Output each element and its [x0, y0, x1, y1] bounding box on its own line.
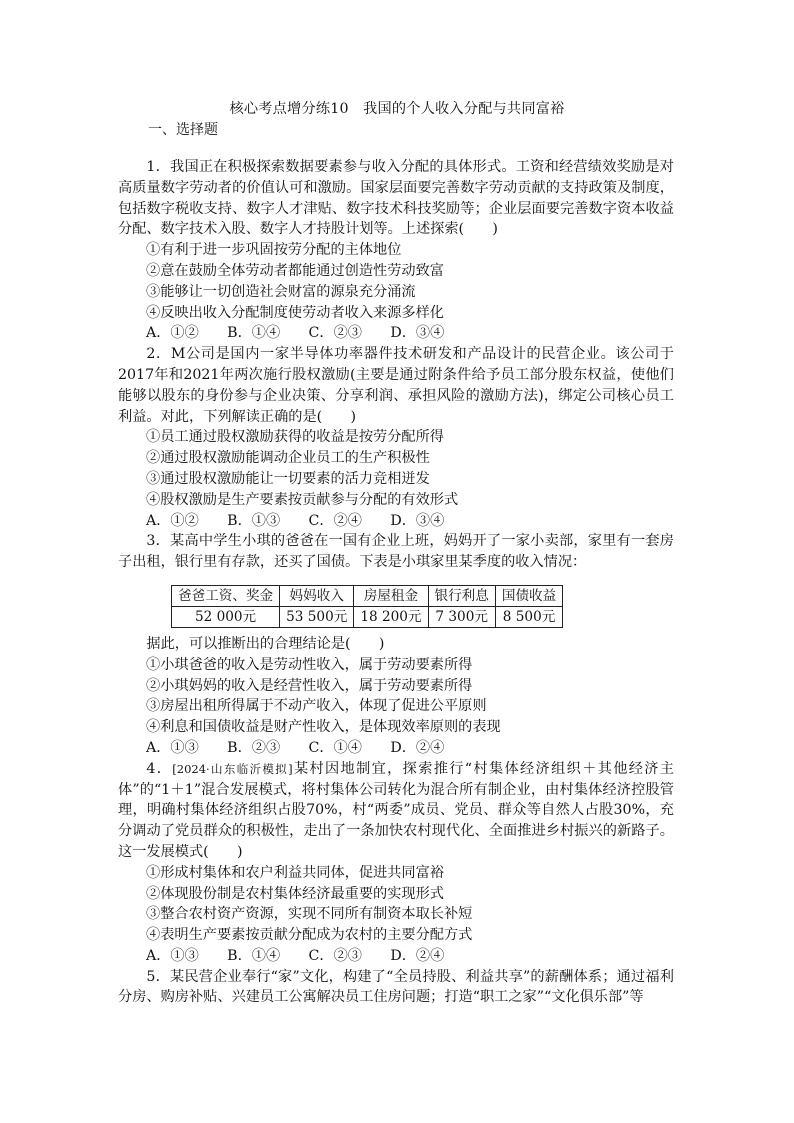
- answer-choices: A．①② B．①③ C．②④ D．③④: [146, 512, 445, 529]
- option-item: ④表明生产要素按贡献分配成为农村的主要分配方式: [146, 927, 473, 944]
- option-item: ①有利于进一步巩固按劳分配的主体地位: [146, 242, 402, 259]
- section-heading: 一、选择题: [148, 122, 218, 138]
- option-item: ④利息和国债收益是财产性收入，是体现效率原则的表现: [146, 719, 501, 736]
- question-1: [118, 157, 674, 344]
- table-cell: 8 500元: [495, 606, 562, 627]
- source-tag: [2024·山东临沂模拟]: [172, 761, 293, 776]
- option-item: ③房屋出租所得属于不动产收入，体现了促进公平原则: [146, 698, 487, 715]
- option-item: ①形成村集体和农户利益共同体，促进共同富裕: [146, 864, 444, 881]
- option-item: ③通过股权激励能让一切要素的活力竞相迸发: [146, 470, 430, 487]
- page-title: 核心考点增分练10 我国的个人收入分配与共同富裕: [229, 101, 565, 117]
- answer-choices: A．①③ B．①④ C．②③ D．②④: [146, 947, 445, 964]
- question-3: [118, 531, 674, 758]
- question-2: [118, 344, 674, 531]
- option-item: ①员工通过股权激励获得的收益是按劳分配所得: [146, 429, 444, 446]
- option-item: ③整合农村资产资源，实现不同所有制资本取长补短: [146, 906, 473, 923]
- option-item: ②体现股份制是农村集体经济最重要的实现形式: [146, 885, 444, 902]
- table-header-cell: 妈妈收入: [280, 585, 354, 606]
- table-cell: 53 500元: [280, 606, 354, 627]
- income-table: [171, 585, 563, 628]
- table-cell: 52 000元: [172, 606, 280, 627]
- question-stem: [118, 759, 674, 863]
- table-cell: 7 300元: [428, 606, 495, 627]
- table-row: [172, 606, 563, 627]
- table-header-cell: 爸爸工资、奖金: [172, 585, 280, 606]
- option-item: ③能够让一切创造社会财富的源泉充分涌流: [146, 283, 416, 300]
- question-stem: 1．我国正在积极探索数据要素参与收入分配的具体形式。工资和经营绩效奖励是对高质量数字劳动者的价值认可和激励。国家层面要完善数字劳动贡献的支持政策及制度，包括数字税收支持、数字人才津贴、数字技术科技奖励等；企业层面要完善数字资本收益分配、数字技术入股、数字人才持股计划等。上述探索( ): [118, 159, 674, 238]
- option-item: ④股权激励是生产要素按贡献参与分配的有效形式: [146, 491, 459, 508]
- question-stem: 2．M公司是国内一家半导体功率器件技术研发和产品设计的民营企业。该公司于2017年和2021年两次施行股权激励(主要是通过附条件给予员工部分股东权益，使他们能够以股东的身份参与企业决策、分享利润、承担风险的激励方法)，绑定公司核心员工利益。对此，下列解读正确的是( ): [118, 346, 674, 425]
- answer-choices: A．①③ B．②③ C．①④ D．②④: [146, 739, 445, 756]
- option-item: ②小琪妈妈的收入是经营性收入，属于劳动要素所得: [146, 677, 473, 694]
- table-cell: 18 200元: [354, 606, 428, 627]
- question-text: 某村因地制宜，探索推行“村集体经济组织＋其他经济主体”的“1＋1”混合发展模式，将村集体公司转化为混合所有制企业，由村集体经济控股管理，明确村集体经济组织占股70%，村“两委”成员、党员、群众等自然人占股30%，充分调动了党员群众的积极性，走出了一条加快农村现代化、全面推进乡村振兴的新路子。这一发展模式( ): [118, 760, 674, 860]
- question-5: [118, 967, 674, 1009]
- question-number: 4．: [146, 760, 173, 777]
- table-header-cell: 房屋租金: [354, 585, 428, 606]
- question-list: [118, 157, 674, 1008]
- option-item: ②意在鼓励全体劳动者都能通过创造性劳动致富: [146, 262, 444, 279]
- table-header-cell: 银行利息: [428, 585, 495, 606]
- question-followup: 据此，可以推断出的合理结论是( ): [146, 635, 385, 652]
- question-stem: 3．某高中学生小琪的爸爸在一国有企业上班，妈妈开了一家小卖部，家里有一套房子出租，银行里有存款，还买了国债。下表是小琪家里某季度的收入情况：: [118, 533, 674, 571]
- option-item: ②通过股权激励能调动企业员工的生产积极性: [146, 450, 430, 467]
- table-header-row: [172, 585, 563, 606]
- option-item: ①小琪爸爸的收入是劳动性收入，属于劳动要素所得: [146, 656, 473, 673]
- answer-choices: A．①② B．①④ C．②③ D．③④: [146, 325, 445, 342]
- question-4: [118, 759, 674, 967]
- option-item: ④反映出收入分配制度使劳动者收入来源多样化: [146, 304, 444, 321]
- table-header-cell: 国债收益: [495, 585, 562, 606]
- question-stem: 5．某民营企业奉行“家”文化，构建了“全员持股、利益共享”的薪酬体系；通过福利分房、购房补贴、兴建员工公寓解决员工住房问题；打造“职工之家”“文化俱乐部”等: [118, 968, 674, 1006]
